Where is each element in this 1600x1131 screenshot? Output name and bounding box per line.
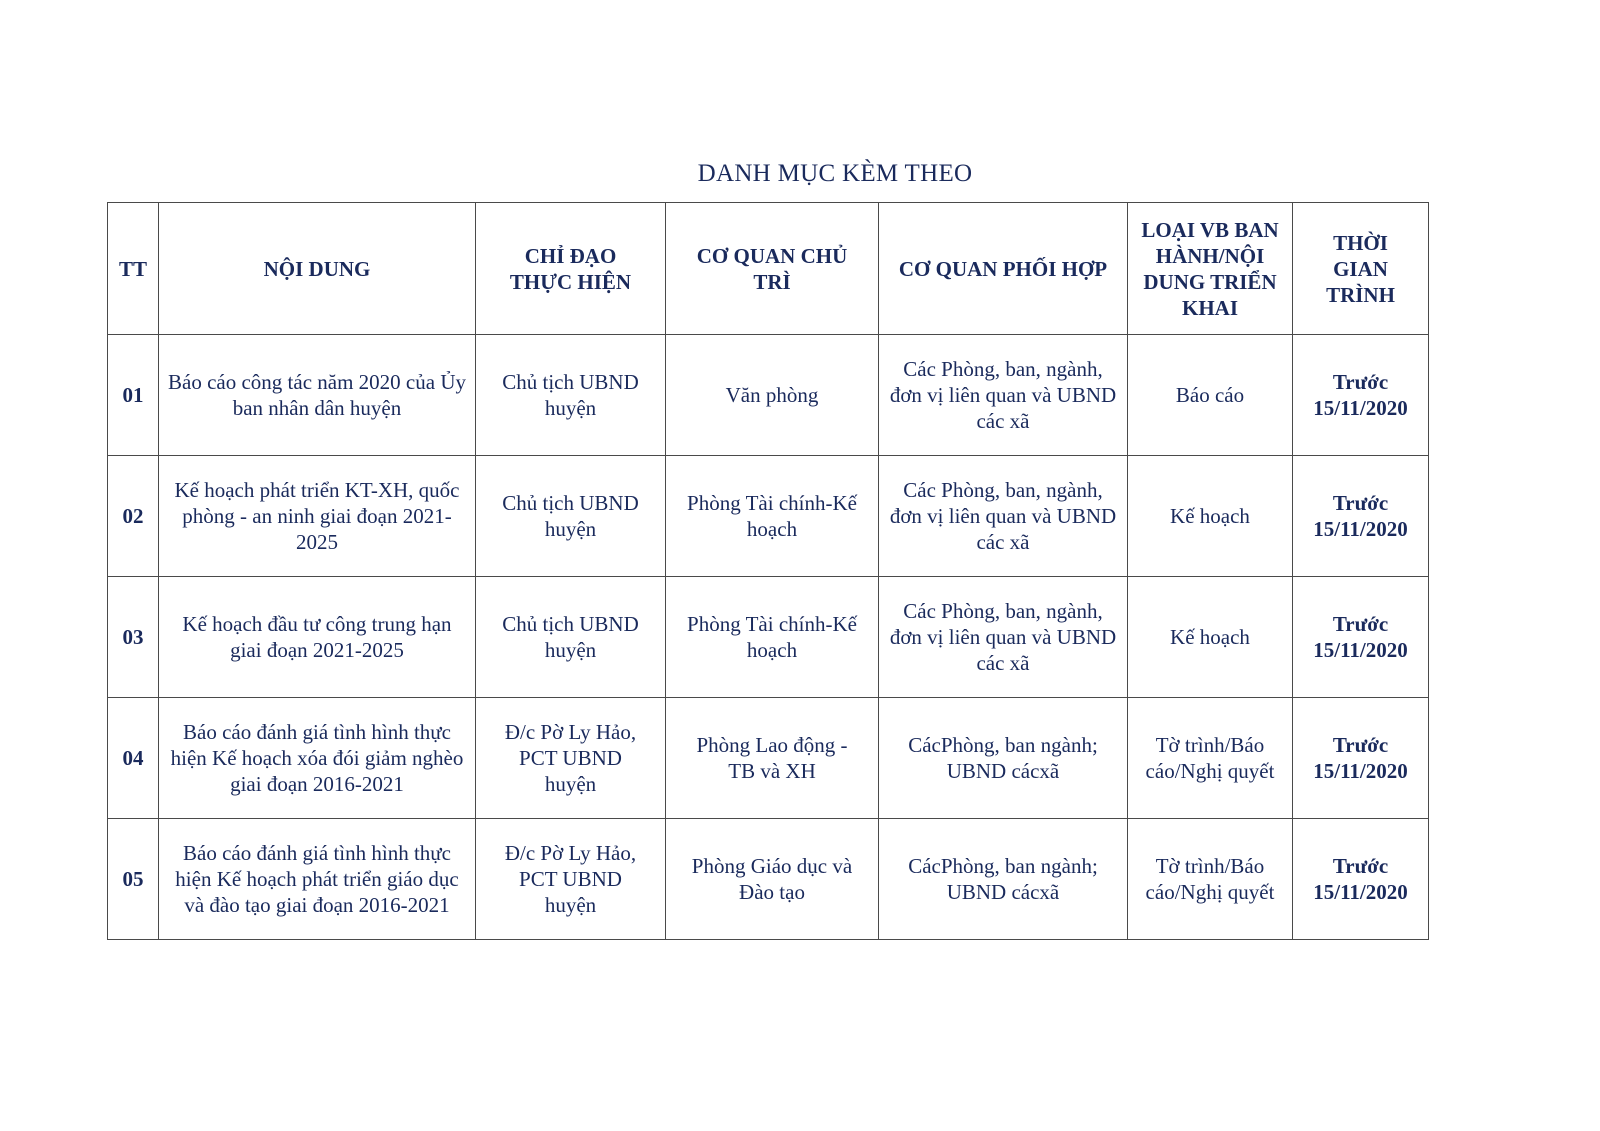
cell-direct: Chủ tịch UBND huyện	[476, 335, 666, 456]
header-time: THỜI GIAN TRÌNH	[1293, 203, 1429, 335]
cell-coord: Các Phòng, ban, ngành, đơn vị liên quan và UBND các xã	[879, 335, 1128, 456]
cell-coord: Các Phòng, ban, ngành, đơn vị liên quan và UBND các xã	[879, 456, 1128, 577]
cell-tt: 02	[108, 456, 159, 577]
cell-time: Trước 15/11/2020	[1293, 819, 1429, 940]
cell-tt: 05	[108, 819, 159, 940]
cell-tt: 03	[108, 577, 159, 698]
table-row	[108, 456, 1429, 577]
cell-type: Tờ trình/Báo cáo/Nghị quyết	[1128, 819, 1293, 940]
cell-lead: Phòng Giáo dục và Đào tạo	[666, 819, 879, 940]
cell-content: Kế hoạch phát triển KT-XH, quốc phòng - an ninh giai đoạn 2021-2025	[159, 456, 476, 577]
cell-content: Kế hoạch đầu tư công trung hạn giai đoạn 2021-2025	[159, 577, 476, 698]
header-type: LOẠI VB BAN HÀNH/NỘI DUNG TRIỂN KHAI	[1128, 203, 1293, 335]
table-row	[108, 335, 1429, 456]
cell-type: Kế hoạch	[1128, 577, 1293, 698]
cell-content: Báo cáo đánh giá tình hình thực hiện Kế hoạch xóa đói giảm nghèo giai đoạn 2016-2021	[159, 698, 476, 819]
cell-direct: Chủ tịch UBND huyện	[476, 577, 666, 698]
cell-tt: 04	[108, 698, 159, 819]
document-title: DANH MỤC KÈM THEO	[697, 160, 973, 187]
cell-coord: CácPhòng, ban ngành; UBND cácxã	[879, 698, 1128, 819]
header-content: NỘI DUNG	[159, 203, 476, 335]
header-coord: CƠ QUAN PHỐI HỢP	[879, 203, 1128, 335]
cell-type: Tờ trình/Báo cáo/Nghị quyết	[1128, 698, 1293, 819]
cell-time: Trước 15/11/2020	[1293, 698, 1429, 819]
cell-content: Báo cáo công tác năm 2020 của Ủy ban nhân dân huyện	[159, 335, 476, 456]
cell-content: Báo cáo đánh giá tình hình thực hiện Kế hoạch phát triển giáo dục và đào tạo giai đoạn 2016-2021	[159, 819, 476, 940]
cell-type: Báo cáo	[1128, 335, 1293, 456]
cell-coord: CácPhòng, ban ngành; UBND cácxã	[879, 819, 1128, 940]
header-direct: CHỈ ĐẠO THỰC HIỆN	[476, 203, 666, 335]
cell-lead: Phòng Tài chính-Kế hoạch	[666, 456, 879, 577]
table-row	[108, 698, 1429, 819]
table-row	[108, 577, 1429, 698]
cell-direct: Đ/c Pờ Ly Hảo, PCT UBND huyện	[476, 698, 666, 819]
table-header-row	[108, 203, 1429, 335]
header-lead: CƠ QUAN CHỦ TRÌ	[666, 203, 879, 335]
cell-coord: Các Phòng, ban, ngành, đơn vị liên quan và UBND các xã	[879, 577, 1128, 698]
cell-tt: 01	[108, 335, 159, 456]
cell-time: Trước 15/11/2020	[1293, 335, 1429, 456]
cell-time: Trước 15/11/2020	[1293, 456, 1429, 577]
cell-direct: Chủ tịch UBND huyện	[476, 456, 666, 577]
cell-type: Kế hoạch	[1128, 456, 1293, 577]
cell-lead: Phòng Tài chính-Kế hoạch	[666, 577, 879, 698]
annex-table	[107, 202, 1429, 940]
cell-lead: Phòng Lao động - TB và XH	[666, 698, 879, 819]
cell-direct: Đ/c Pờ Ly Hảo, PCT UBND huyện	[476, 819, 666, 940]
header-tt: TT	[108, 203, 159, 335]
cell-lead: Văn phòng	[666, 335, 879, 456]
table-row	[108, 819, 1429, 940]
cell-time: Trước 15/11/2020	[1293, 577, 1429, 698]
